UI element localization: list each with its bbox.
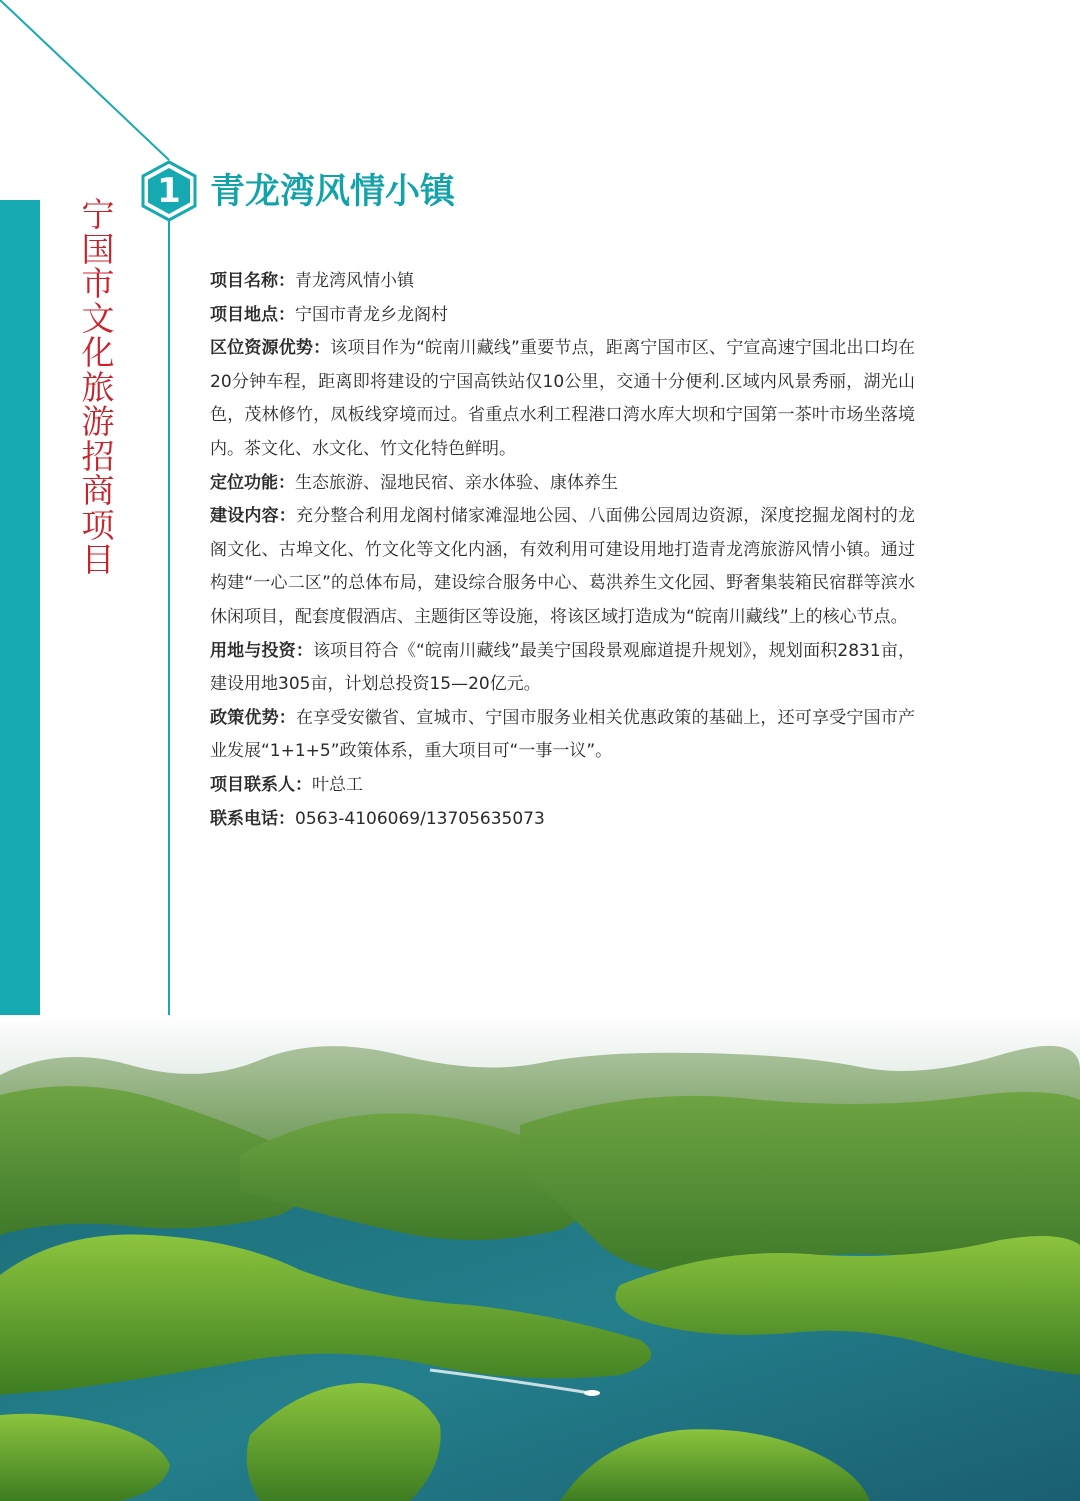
info-row-phone	[210, 803, 915, 837]
info-label: 建设内容：	[210, 506, 296, 527]
info-text: 该项目作为“皖南川藏线”重要节点，距离宁国市区、宁宣高速宁国北出口均在20分钟车程，距离即将建设的宁国高铁站仅10公里，交通十分便利.区域内风景秀丽，湖光山色，茂林修竹，凤板线穿境而过。省重点水利工程港口湾水库大坝和宁国第一茶叶市场坐落境内。茶文化、水文化、竹文化特色鲜明。	[210, 338, 915, 459]
boat	[584, 1390, 600, 1396]
info-text: 叶总工	[312, 774, 363, 795]
info-text: 青龙湾风情小镇	[295, 271, 414, 291]
info-label: 项目地点：	[210, 304, 295, 325]
info-row-advantages	[210, 332, 915, 466]
side-color-band	[0, 200, 40, 1058]
diagonal-line	[0, 0, 169, 160]
info-text: 该项目符合《“皖南川藏线”最美宁国段景观廊道提升规划》，规划面积2831亩，建设用地305亩，计划总投资15—20亿元。	[210, 640, 915, 695]
section-number: 1	[157, 171, 181, 211]
info-text: 在享受安徽省、宣城市、宁国市服务业相关优惠政策的基础上，还可享受宁国市产业发展“1+1+5”政策体系，重大项目可“一事一议”。	[210, 707, 915, 762]
info-label: 定位功能：	[210, 472, 295, 493]
info-row-name	[210, 265, 915, 299]
info-text: 0563-4106069/13705635073	[295, 808, 545, 829]
info-row-positioning	[210, 467, 915, 501]
lake-landscape-image	[0, 1015, 1080, 1501]
info-row-contact	[210, 769, 915, 803]
info-label: 政策优势：	[210, 707, 296, 728]
info-label: 用地与投资：	[210, 640, 313, 661]
info-row-land-investment	[210, 635, 915, 702]
info-row-construction	[210, 500, 915, 634]
info-text: 生态旅游、湿地民宿、亲水体验、康体养生	[295, 472, 618, 493]
section-title: 青龙湾风情小镇	[210, 172, 456, 212]
info-row-location	[210, 299, 915, 333]
info-label: 区位资源优势：	[210, 338, 331, 359]
info-text: 宁国市青龙乡龙阁村	[295, 304, 448, 325]
project-info	[210, 265, 915, 836]
vertical-page-title: 宁国市文化旅游招商项目	[81, 195, 115, 579]
info-label: 项目联系人：	[210, 774, 312, 795]
info-label: 联系电话：	[210, 808, 295, 829]
info-text: 充分整合利用龙阁村储家滩湿地公园、八面佛公园周边资源，深度挖掘龙阁村的龙阁文化、古埠文化、竹文化等文化内涵，有效利用可建设用地打造青龙湾旅游风情小镇。通过构建“一心二区”的总体布局，建设综合服务中心、葛洪养生文化园、野奢集装箱民宿群等滨水休闲项目，配套度假酒店、主题街区等设施，将该区域打造成为“皖南川藏线”上的核心节点。	[210, 506, 915, 627]
info-row-policy	[210, 702, 915, 769]
info-label: 项目名称：	[210, 271, 295, 291]
